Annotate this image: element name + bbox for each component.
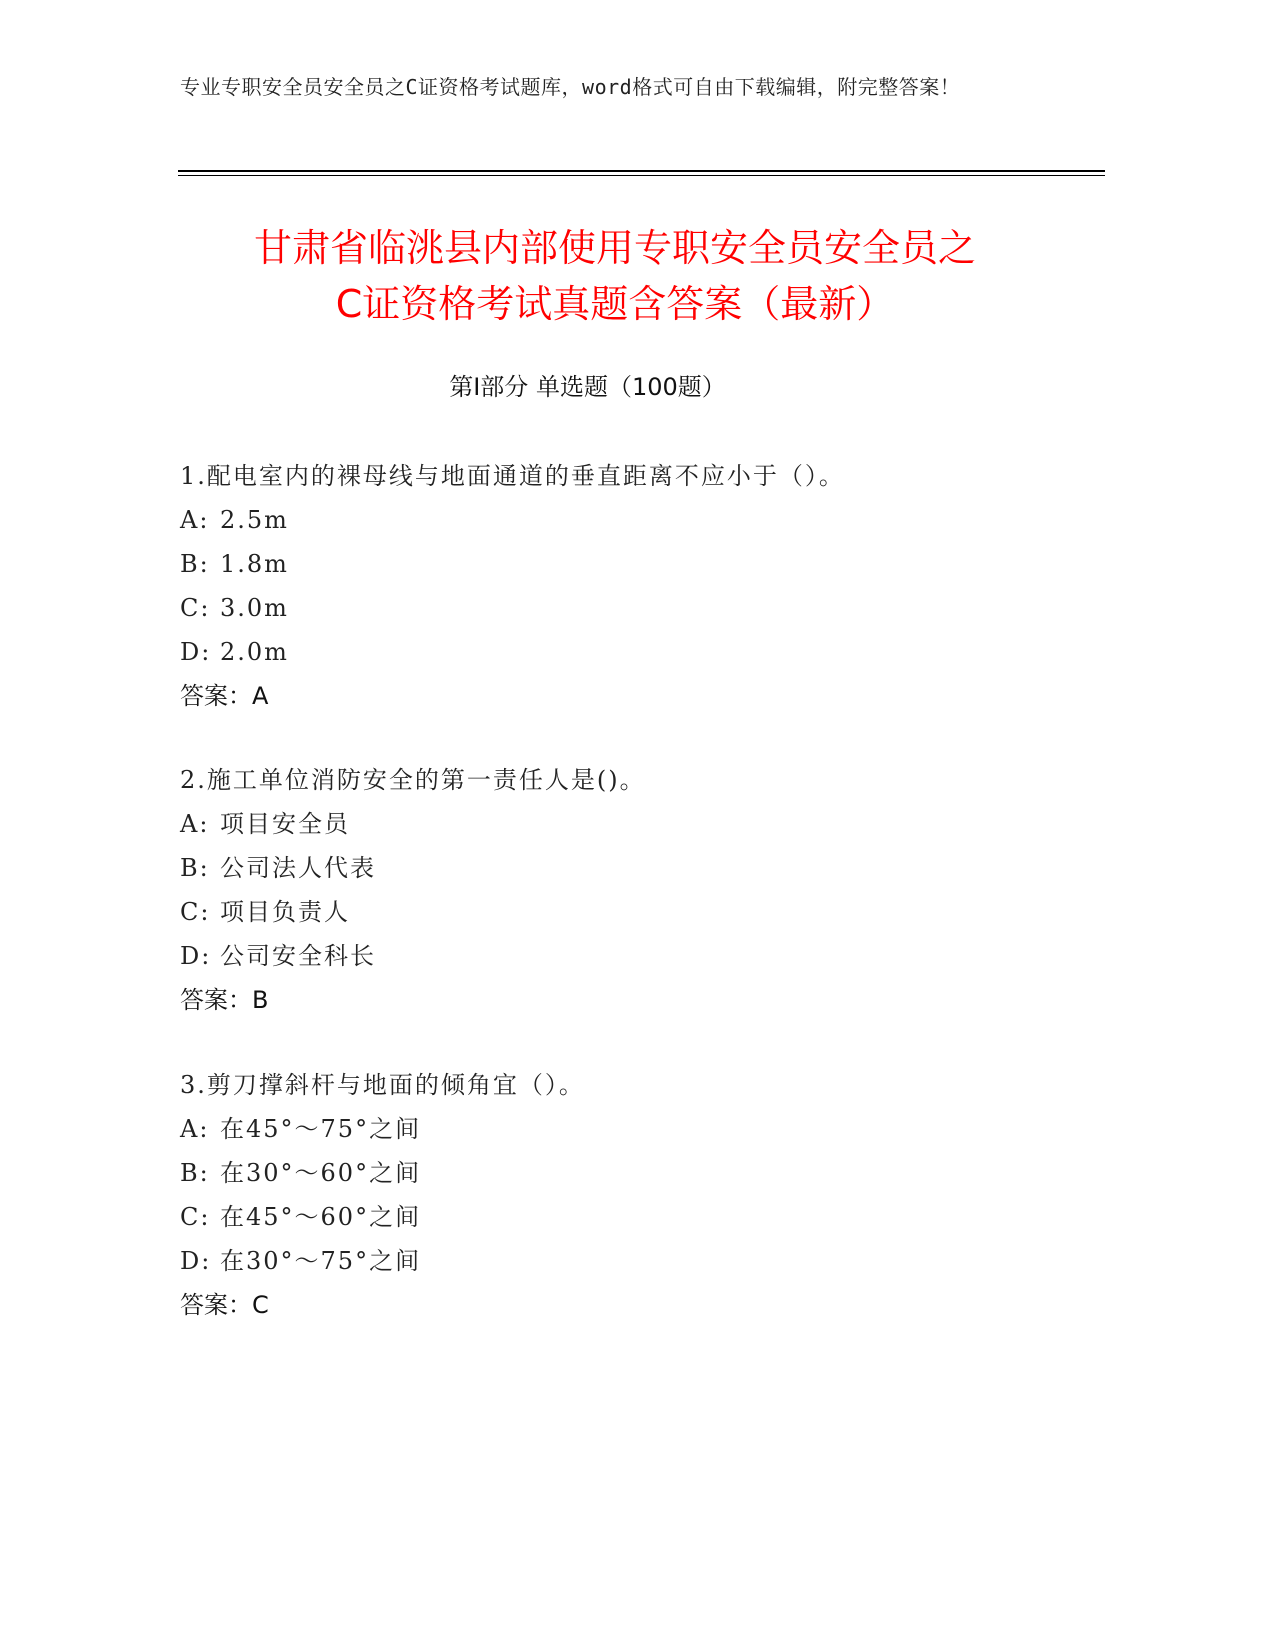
option-c — [180, 1195, 1080, 1239]
document-title — [150, 220, 1080, 332]
option-c — [180, 890, 1080, 934]
question-1 — [180, 454, 1080, 718]
answer — [180, 978, 1080, 1022]
option-a — [180, 498, 1080, 542]
answer-value: B — [252, 986, 269, 1014]
question-text: 2.施工单位消防安全的第一责任人是()。 — [180, 766, 646, 794]
title-line-2: C证资格考试真题含答案（最新） — [335, 282, 895, 326]
header-rule-thick — [178, 170, 1105, 172]
question-text: 3.剪刀撑斜杆与地面的倾角宜（）。 — [180, 1071, 585, 1099]
option-d — [180, 630, 1080, 674]
answer — [180, 674, 1080, 718]
option-d — [180, 1239, 1080, 1283]
option-text: 2.0m — [220, 638, 289, 666]
option-letter: C: — [180, 1203, 211, 1231]
option-letter: A: — [180, 506, 210, 534]
option-text: 在30°～75°之间 — [220, 1247, 422, 1275]
option-letter: D: — [180, 638, 212, 666]
option-a — [180, 1107, 1080, 1151]
option-letter: B: — [180, 550, 210, 578]
header-rule-thin — [178, 175, 1105, 176]
section-title: 第Ⅰ部分 单选题（100题） — [449, 373, 726, 401]
answer-label: 答案： — [180, 986, 252, 1014]
answer — [180, 1283, 1080, 1327]
option-letter: B: — [180, 854, 210, 882]
question-3 — [180, 1063, 1080, 1327]
option-text: 项目安全员 — [220, 810, 350, 838]
option-text: 3.0m — [220, 594, 289, 622]
option-d — [180, 934, 1080, 978]
option-text: 公司安全科长 — [220, 942, 376, 970]
option-text: 项目负责人 — [220, 898, 350, 926]
option-text: 在30°～60°之间 — [220, 1159, 422, 1187]
answer-value: A — [252, 682, 269, 710]
option-text: 2.5m — [220, 506, 289, 534]
option-text: 在45°～75°之间 — [220, 1115, 422, 1143]
option-letter: A: — [180, 1115, 210, 1143]
option-letter: A: — [180, 810, 210, 838]
answer-label: 答案： — [180, 1291, 252, 1319]
question-text: 1.配电室内的裸母线与地面通道的垂直距离不应小于（）。 — [180, 462, 845, 490]
header-note: 专业专职安全员安全员之C证资格考试题库，word格式可自由下载编辑，附完整答案！ — [180, 75, 961, 99]
title-line-1: 甘肃省临洮县内部使用专职安全员安全员之 — [253, 226, 976, 270]
option-letter: B: — [180, 1159, 210, 1187]
option-c — [180, 586, 1080, 630]
option-b — [180, 1151, 1080, 1195]
option-letter: C: — [180, 594, 211, 622]
option-text: 公司法人代表 — [220, 854, 376, 882]
option-letter: C: — [180, 898, 211, 926]
option-text: 1.8m — [220, 550, 289, 578]
answer-label: 答案： — [180, 682, 252, 710]
answer-value: C — [252, 1291, 269, 1319]
question-2 — [180, 758, 1080, 1022]
option-text: 在45°～60°之间 — [220, 1203, 422, 1231]
option-b — [180, 542, 1080, 586]
option-letter: D: — [180, 1247, 212, 1275]
option-a — [180, 802, 1080, 846]
option-letter: D: — [180, 942, 212, 970]
option-b — [180, 846, 1080, 890]
